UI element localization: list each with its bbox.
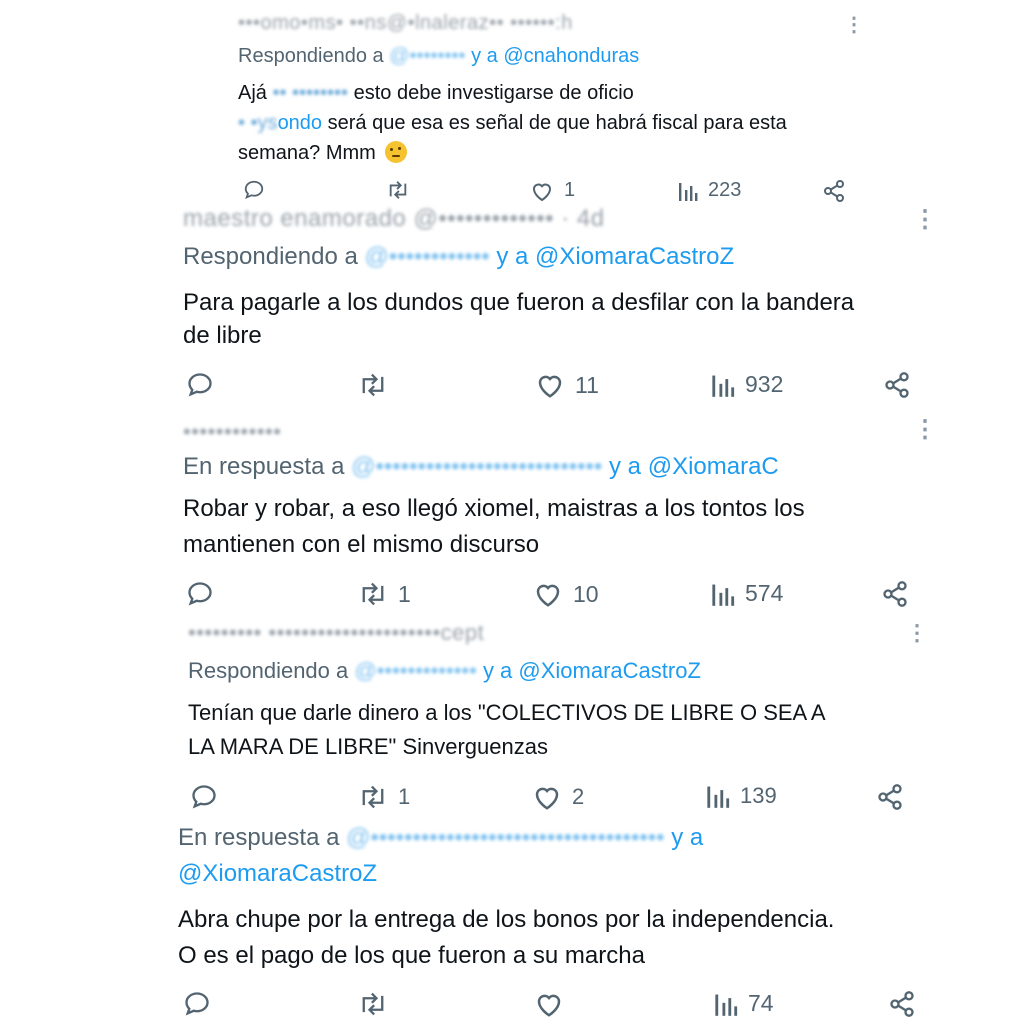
reply-line: LA MARA DE LIBRE" Sinverguenzas: [188, 734, 548, 759]
heart-icon: [535, 371, 565, 399]
mention-link[interactable]: @XiomaraC: [647, 453, 779, 480]
repost-icon: [358, 371, 388, 399]
reply-button[interactable]: [183, 990, 221, 1018]
replying-to: En respuesta a @••••••••••••••••••••••••••••••••••• y a: [178, 824, 704, 851]
reply-text: [183, 286, 943, 352]
like-button[interactable]: 10: [533, 580, 599, 608]
reply-line: Tenían que darle dinero a los "COLECTIVOS DE LIBRE O SEA A: [188, 700, 826, 725]
bar-chart-icon: [678, 180, 698, 202]
action-bar: [183, 580, 943, 610]
thinking-face-emoji: [385, 141, 407, 163]
replying-to: Respondiendo a @•••••••• y a @cnahonduras: [238, 45, 640, 67]
mention-hidden[interactable]: @•••••••••••••••••••••••••••: [351, 453, 603, 480]
share-button[interactable]: [876, 783, 904, 811]
reply-header[interactable]: [238, 12, 573, 35]
reply-button[interactable]: [186, 371, 224, 399]
action-bar: [183, 371, 943, 401]
reply-text: [188, 696, 928, 764]
views-button[interactable]: 932: [711, 371, 783, 398]
reply-button[interactable]: [190, 783, 228, 811]
repost-icon: [358, 783, 388, 811]
share-button[interactable]: [888, 990, 916, 1018]
bar-chart-icon: [711, 581, 735, 607]
share-icon: [822, 179, 846, 203]
reply-line: mantienen con el mismo discurso: [183, 531, 540, 558]
more-options-icon[interactable]: ⋮: [906, 620, 928, 645]
mention-link[interactable]: @XiomaraCastroZ: [535, 243, 735, 270]
share-icon: [888, 990, 916, 1018]
like-button[interactable]: [534, 990, 574, 1018]
heart-icon: [534, 990, 564, 1018]
repost-button[interactable]: [386, 179, 420, 201]
comment-icon: [186, 371, 214, 399]
share-button[interactable]: [881, 580, 909, 608]
reply-header[interactable]: [188, 620, 484, 646]
reply-line: semana? Mmm: [238, 138, 878, 168]
share-button[interactable]: [822, 179, 846, 203]
action-bar: [178, 990, 938, 1020]
reply-line: de libre: [183, 322, 262, 349]
more-options-icon[interactable]: ⋮: [844, 14, 864, 36]
replying-to: Respondiendo a @••••••••••••• y a @XiomaraCastroZ: [188, 658, 701, 683]
bar-chart-icon: [711, 372, 735, 398]
reply-line: Abra chupe por la entrega de los bonos por la independencia.: [178, 906, 835, 933]
repost-button[interactable]: [358, 371, 398, 399]
views-button[interactable]: 74: [714, 990, 774, 1017]
reply-2[interactable]: [183, 205, 943, 415]
reply-line: Ajá •• •••••••• esto debe investigarse de oficio: [238, 82, 634, 104]
like-button[interactable]: 11: [535, 371, 599, 399]
mention-link[interactable]: ondo: [277, 112, 323, 134]
like-button[interactable]: 1: [530, 179, 575, 202]
reply-header[interactable]: [183, 419, 281, 445]
comment-icon: [190, 783, 218, 811]
replying-to: En respuesta a @••••••••••••••••••••••••••• y a @XiomaraC: [183, 453, 779, 480]
replying-to: Respondiendo a @•••••••••••• y a @XiomaraCastroZ: [183, 243, 735, 270]
repost-icon: [386, 179, 410, 201]
share-icon: [881, 580, 909, 608]
reply-header[interactable]: [183, 205, 605, 233]
author-handle[interactable]: maestro enamorado @••••••••••••• · 4d: [183, 205, 605, 232]
reply-button[interactable]: [243, 179, 275, 201]
views-button[interactable]: 574: [711, 580, 783, 607]
share-button[interactable]: [883, 371, 911, 399]
mention-hidden[interactable]: @••••••••: [389, 45, 466, 67]
reply-line: • •ysondo será que esa es señal de que habrá fiscal para esta: [238, 112, 787, 134]
like-button[interactable]: 2: [532, 783, 584, 811]
share-icon: [876, 783, 904, 811]
reply-4[interactable]: [188, 620, 928, 820]
share-icon: [883, 371, 911, 399]
heart-icon: [530, 180, 554, 202]
mention-hidden[interactable]: @••••••••••••: [364, 243, 490, 270]
repost-button[interactable]: [358, 990, 398, 1018]
author-handle[interactable]: •••omo•ms• ••ns@•lnaleraz•• ••••••:h: [238, 12, 573, 34]
mention-link[interactable]: @XiomaraCastroZ: [518, 658, 701, 683]
mention-link[interactable]: @XiomaraCastroZ: [178, 860, 378, 887]
reply-5[interactable]: [178, 824, 948, 1024]
reply-text: [238, 78, 878, 168]
comment-icon: [243, 179, 265, 201]
more-options-icon[interactable]: ⋮: [913, 416, 937, 443]
more-options-icon[interactable]: ⋮: [913, 206, 937, 233]
reply-button[interactable]: [186, 580, 224, 608]
author-handle[interactable]: ••••••••• •••••••••••••••••••••cept: [188, 620, 485, 645]
reply-line: Para pagarle a los dundos que fueron a desfilar con la bandera: [183, 289, 855, 316]
replying-to-continued: [178, 860, 377, 888]
mention-hidden[interactable]: @•••••••••••••: [354, 658, 477, 683]
bar-chart-icon: [706, 783, 730, 809]
repost-icon: [358, 990, 388, 1018]
mention-hidden[interactable]: @•••••••••••••••••••••••••••••••••••: [346, 824, 665, 851]
views-button[interactable]: 139: [706, 783, 777, 809]
reply-line: Robar y robar, a eso llegó xiomel, maistras a los tontos los: [183, 495, 805, 522]
action-bar: [188, 783, 928, 813]
bar-chart-icon: [714, 991, 738, 1017]
reply-3[interactable]: [183, 415, 953, 615]
author-handle[interactable]: ••••••••••••: [183, 419, 282, 444]
reply-1[interactable]: [238, 12, 878, 212]
reply-line: O es el pago de los que fueron a su marcha: [178, 942, 645, 969]
reply-text: [178, 902, 948, 974]
heart-icon: [533, 580, 563, 608]
comment-icon: [186, 580, 214, 608]
comment-icon: [183, 990, 211, 1018]
repost-button[interactable]: 1: [358, 580, 411, 608]
views-button[interactable]: 223: [678, 179, 741, 202]
repost-icon: [358, 580, 388, 608]
mention-link[interactable]: @cnahonduras: [503, 45, 640, 67]
reply-text: [183, 491, 953, 563]
heart-icon: [532, 783, 562, 811]
repost-button[interactable]: 1: [358, 783, 410, 811]
